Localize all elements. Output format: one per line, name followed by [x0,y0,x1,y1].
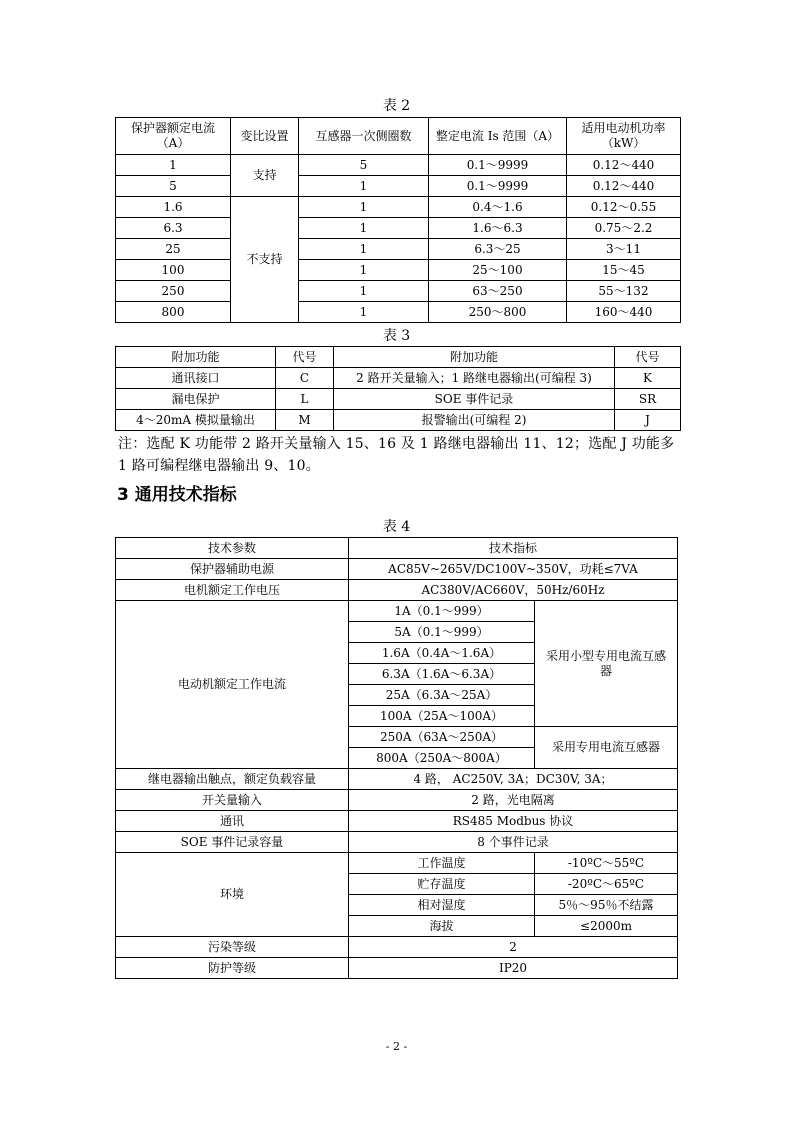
cell-turns: 5 [299,155,429,176]
table-row [116,260,681,281]
header-rated-current: 保护器额定电流（A） [116,118,231,155]
page-number: - 2 - [385,1040,408,1053]
cell-code: J [615,410,681,431]
table-row [116,832,678,853]
cell-feature: 报警输出(可编程 2) [334,410,615,431]
cell-current: 25 [116,239,231,260]
cell-range: 0.1～9999 [429,176,567,197]
cell-current-range: 6.3A（1.6A～6.3A） [349,664,535,685]
header-ct-turns: 互感器一次侧圈数 [299,118,429,155]
cell-turns: 1 [299,302,429,323]
cell-value: AC85V~265V/DC100V~350V，功耗≤7VA [349,559,678,580]
table-row [116,176,681,197]
cell-turns: 1 [299,239,429,260]
cell-param: 继电器输出触点，额定负载容量 [116,769,349,790]
cell-value: AC380V/AC660V，50Hz/60Hz [349,580,678,601]
cell-feature: 通讯接口 [116,368,276,389]
cell-feature: 4～20mA 模拟量输出 [116,410,276,431]
header-code: 代号 [615,347,681,368]
table-row [116,790,678,811]
table-3 [115,346,681,431]
cell-env-value: 5％～95％不结露 [535,895,678,916]
cell-range: 6.3～25 [429,239,567,260]
cell-param: SOE 事件记录容量 [116,832,349,853]
table-header-row [116,347,681,368]
section-heading: 3 通用技术指标 [117,485,237,505]
table-row [116,559,678,580]
cell-current-range: 5A（0.1～999） [349,622,535,643]
cell-turns: 1 [299,218,429,239]
cell-feature: 2 路开关量输入；1 路继电器输出(可编程 3) [334,368,615,389]
cell-range: 25～100 [429,260,567,281]
cell-power: 0.75～2.2 [567,218,681,239]
cell-current: 250 [116,281,231,302]
header-param: 技术参数 [116,538,349,559]
cell-power: 0.12～440 [567,155,681,176]
table-row [116,218,681,239]
table3-note: 注：选配 K 功能带 2 路开关量输入 15、16 及 1 路继电器输出 11、12；选配 J 功能多 1 路可编程继电器输出 9、10。 [118,436,675,474]
cell-current: 5 [116,176,231,197]
cell-param: 防护等级 [116,958,349,979]
cell-code: SR [615,389,681,410]
cell-turns: 1 [299,197,429,218]
cell-env-value: ≤2000m [535,916,678,937]
cell-current-range: 800A（250A～800A） [349,748,535,769]
header-code: 代号 [276,347,334,368]
cell-current-range: 25A（6.3A～25A） [349,685,535,706]
cell-current-range: 1.6A（0.4A～1.6A） [349,643,535,664]
cell-turns: 1 [299,281,429,302]
cell-param: 电动机额定工作电流 [116,601,349,769]
cell-current-range: 1A（0.1～999） [349,601,535,622]
table-row [116,811,678,832]
cell-turns: 1 [299,260,429,281]
header-ratio-setting: 变比设置 [231,118,299,155]
table-4 [115,537,678,979]
table2-caption: 表 2 [382,98,411,114]
header-motor-power: 适用电动机功率（kW） [567,118,681,155]
table-row [116,368,681,389]
cell-code: K [615,368,681,389]
cell-range: 63～250 [429,281,567,302]
cell-param: 保护器辅助电源 [116,559,349,580]
cell-current: 100 [116,260,231,281]
table3-caption: 表 3 [382,328,411,344]
cell-value: RS485 Modbus 协议 [349,811,678,832]
table-row [116,410,681,431]
cell-current: 800 [116,302,231,323]
table-row [116,197,681,218]
cell-value: 2 路，光电隔离 [349,790,678,811]
cell-code: C [276,368,334,389]
cell-ct-small: 采用小型专用电流互感器 [535,601,678,727]
table-header-row [116,538,678,559]
cell-turns: 1 [299,176,429,197]
cell-power: 0.12～0.55 [567,197,681,218]
cell-code: L [276,389,334,410]
table-row [116,155,681,176]
cell-power: 0.12～440 [567,176,681,197]
cell-env-name: 工作温度 [349,853,535,874]
cell-current-range: 100A（25A～100A） [349,706,535,727]
cell-env-value: -20ºC～65ºC [535,874,678,895]
cell-current-range: 250A（63A～250A） [349,727,535,748]
header-feature: 附加功能 [116,347,276,368]
cell-param: 污染等级 [116,937,349,958]
table-row [116,239,681,260]
header-feature: 附加功能 [334,347,615,368]
cell-ct-special: 采用专用电流互感器 [535,727,678,769]
cell-env-name: 贮存温度 [349,874,535,895]
table-header-row [116,118,681,155]
table-row [116,601,678,622]
cell-range: 0.1～9999 [429,155,567,176]
cell-current: 1 [116,155,231,176]
cell-value: 4 路， AC250V, 3A；DC30V, 3A； [349,769,678,790]
table-row [116,937,678,958]
cell-range: 250～800 [429,302,567,323]
cell-power: 3～11 [567,239,681,260]
cell-code: M [276,410,334,431]
table-row [116,389,681,410]
cell-param: 开关量输入 [116,790,349,811]
cell-param: 电机额定工作电压 [116,580,349,601]
cell-param: 通讯 [116,811,349,832]
cell-ratio-nosupport: 不支持 [231,197,299,323]
cell-power: 55～132 [567,281,681,302]
cell-env-name: 相对湿度 [349,895,535,916]
table4-caption: 表 4 [382,519,411,535]
cell-value: IP20 [349,958,678,979]
cell-feature: 漏电保护 [116,389,276,410]
table-row [116,281,681,302]
cell-param: 环境 [116,853,349,937]
cell-range: 1.6～6.3 [429,218,567,239]
cell-power: 15～45 [567,260,681,281]
header-setting-range: 整定电流 Is 范围（A） [429,118,567,155]
table-row [116,958,678,979]
cell-current: 1.6 [116,197,231,218]
table-row [116,769,678,790]
header-spec: 技术指标 [349,538,678,559]
cell-env-value: -10ºC～55ºC [535,853,678,874]
cell-range: 0.4～1.6 [429,197,567,218]
cell-value: 8 个事件记录 [349,832,678,853]
table-row [116,302,681,323]
cell-feature: SOE 事件记录 [334,389,615,410]
cell-power: 160～440 [567,302,681,323]
cell-current: 6.3 [116,218,231,239]
table-2 [115,117,681,323]
cell-value: 2 [349,937,678,958]
table-row [116,580,678,601]
cell-env-name: 海拔 [349,916,535,937]
table-row [116,853,678,874]
cell-ratio-support: 支持 [231,155,299,197]
